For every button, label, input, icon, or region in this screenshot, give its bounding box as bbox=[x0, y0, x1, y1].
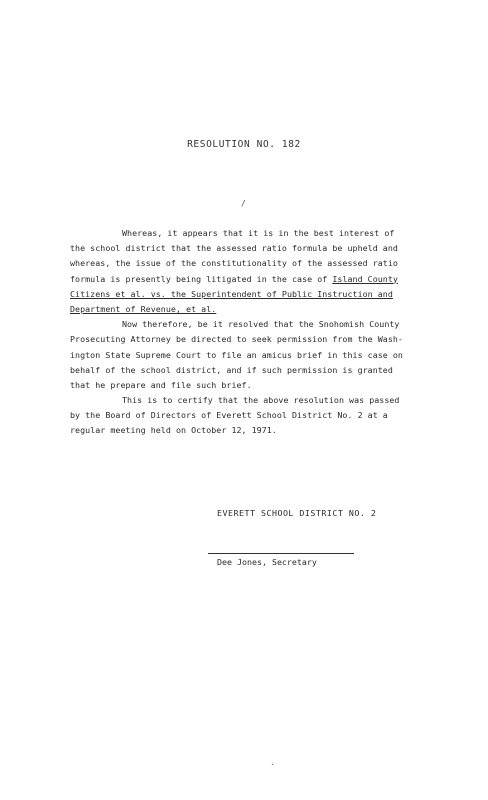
para1-line6 bbox=[70, 302, 430, 317]
para3-line3: regular meeting held on October 12, 1971. bbox=[70, 425, 277, 436]
case-name-part2: Citizens et al. vs. the Superintendent of Public Instruction and bbox=[70, 288, 393, 299]
para1-line3: whereas, the issue of the constitutionality of the assessed ratio bbox=[70, 258, 398, 269]
para1-line5 bbox=[70, 287, 430, 302]
para1-line4-text: formula is presently being litigated in the case of bbox=[70, 273, 333, 284]
para1-line4 bbox=[70, 272, 430, 287]
district-name: EVERETT SCHOOL DISTRICT NO. 2 bbox=[217, 508, 377, 518]
para2-line5: that he prepare and file such brief. bbox=[70, 379, 252, 390]
bottom-mark: . bbox=[270, 758, 275, 767]
para1-line2: the school district that the assessed ratio formula be upheld and bbox=[70, 243, 398, 254]
case-name-part3: Department of Revenue, et al. bbox=[70, 303, 217, 314]
para2-line2: Prosecuting Attorney be directed to seek permission from the Wash- bbox=[70, 334, 403, 345]
signature-line bbox=[208, 553, 354, 554]
stray-mark: / bbox=[241, 199, 246, 208]
para2-line3: ington State Supreme Court to file an amicus brief in this case on bbox=[70, 349, 403, 360]
para3-line2: by the Board of Directors of Everett School District No. 2 at a bbox=[70, 410, 388, 421]
para2-line1: Now therefore, be it resolved that the Snohomish County bbox=[122, 319, 400, 330]
para2-line4: behalf of the school district, and if such permission is granted bbox=[70, 364, 393, 375]
resolution-body bbox=[70, 226, 430, 439]
para1-line1: Whereas, it appears that it is in the best interest of bbox=[122, 228, 395, 238]
para3-line1: This is to certify that the above resolution was passed bbox=[122, 395, 400, 406]
resolution-title: RESOLUTION NO. 182 bbox=[187, 139, 301, 150]
case-name-part1: Island County bbox=[332, 273, 398, 284]
signer-name: Dee Jones, Secretary bbox=[217, 557, 317, 567]
